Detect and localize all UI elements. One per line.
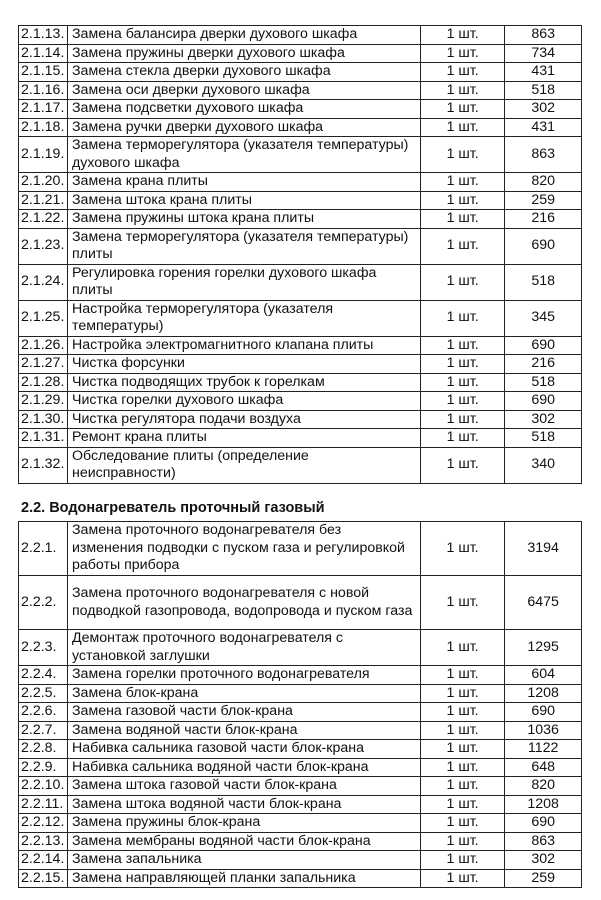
item-number: 2.2.4. (19, 666, 68, 685)
item-price: 259 (505, 191, 582, 210)
item-unit: 1 шт. (420, 63, 505, 82)
item-unit: 1 шт. (420, 447, 505, 483)
item-name: Замена стекла дверки духового шкафа (67, 63, 420, 82)
item-name: Замена оси дверки духового шкафа (67, 81, 420, 100)
item-price: 1122 (505, 740, 582, 759)
item-name: Замена ручки дверки духового шкафа (67, 118, 420, 137)
item-unit: 1 шт. (420, 410, 505, 429)
item-number: 2.2.2. (19, 576, 68, 630)
item-unit: 1 шт. (420, 191, 505, 210)
table-row (19, 173, 582, 192)
item-unit: 1 шт. (420, 740, 505, 759)
item-number: 2.1.27. (19, 355, 68, 374)
item-number: 2.1.28. (19, 373, 68, 392)
item-price: 302 (505, 100, 582, 119)
item-number: 2.1.14. (19, 44, 68, 63)
item-price: 3194 (505, 522, 582, 576)
item-price: 518 (505, 81, 582, 100)
item-unit: 1 шт. (420, 118, 505, 137)
item-unit: 1 шт. (420, 81, 505, 100)
item-price: 1208 (505, 684, 582, 703)
item-number: 2.1.21. (19, 191, 68, 210)
item-price: 518 (505, 429, 582, 448)
item-number: 2.2.14. (19, 851, 68, 870)
item-number: 2.1.13. (19, 26, 68, 45)
item-name: Настройка терморегулятора (указателя температуры) (67, 300, 420, 336)
item-unit: 1 шт. (420, 429, 505, 448)
table-row (19, 228, 582, 264)
item-name: Замена проточного водонагревателя без изменения подводки с пуском газа и регулировкой работы прибора (67, 522, 420, 576)
item-number: 2.1.22. (19, 210, 68, 229)
item-number: 2.1.31. (19, 429, 68, 448)
item-number: 2.2.7. (19, 721, 68, 740)
item-number: 2.1.25. (19, 300, 68, 336)
item-name: Замена запальника (67, 851, 420, 870)
table-row (19, 137, 582, 173)
item-name: Замена мембраны водяной части блок-крана (67, 832, 420, 851)
item-unit: 1 шт. (420, 355, 505, 374)
item-price: 734 (505, 44, 582, 63)
item-name: Набивка сальника газовой части блок-крана (67, 740, 420, 759)
item-number: 2.1.20. (19, 173, 68, 192)
item-unit: 1 шт. (420, 684, 505, 703)
table-row (19, 118, 582, 137)
item-unit: 1 шт. (420, 373, 505, 392)
item-number: 2.2.6. (19, 703, 68, 722)
item-number: 2.1.24. (19, 264, 68, 300)
item-name: Замена пружины блок-крана (67, 814, 420, 833)
item-price: 690 (505, 814, 582, 833)
table-row (19, 100, 582, 119)
item-price: 690 (505, 228, 582, 264)
table-row (19, 851, 582, 870)
item-number: 2.1.29. (19, 392, 68, 411)
item-name: Замена направляющей планки запальника (67, 869, 420, 888)
item-unit: 1 шт. (420, 795, 505, 814)
item-unit: 1 шт. (420, 137, 505, 173)
item-price: 690 (505, 392, 582, 411)
item-number: 2.2.3. (19, 630, 68, 666)
item-name: Чистка регулятора подачи воздуха (67, 410, 420, 429)
item-unit: 1 шт. (420, 666, 505, 685)
item-price: 1295 (505, 630, 582, 666)
item-name: Замена блок-крана (67, 684, 420, 703)
item-price: 648 (505, 758, 582, 777)
table-row (19, 63, 582, 82)
item-number: 2.2.9. (19, 758, 68, 777)
item-unit: 1 шт. (420, 832, 505, 851)
item-name: Регулировка горения горелки духового шкафа плиты (67, 264, 420, 300)
item-unit: 1 шт. (420, 26, 505, 45)
item-unit: 1 шт. (420, 630, 505, 666)
item-name: Набивка сальника водяной части блок-крана (67, 758, 420, 777)
item-name: Замена штока крана плиты (67, 191, 420, 210)
item-price: 302 (505, 851, 582, 870)
item-unit: 1 шт. (420, 228, 505, 264)
item-unit: 1 шт. (420, 703, 505, 722)
table-row (19, 576, 582, 630)
item-name: Настройка электромагнитного клапана плиты (67, 336, 420, 355)
item-price: 6475 (505, 576, 582, 630)
item-name: Замена пружины штока крана плиты (67, 210, 420, 229)
table-row (19, 410, 582, 429)
table-row (19, 373, 582, 392)
section-heading: 2.2. Водонагреватель проточный газовый (21, 500, 325, 516)
item-price: 259 (505, 869, 582, 888)
item-price: 518 (505, 264, 582, 300)
item-price: 690 (505, 703, 582, 722)
table-row (19, 758, 582, 777)
table-row (19, 777, 582, 796)
table-row (19, 264, 582, 300)
item-price: 518 (505, 373, 582, 392)
item-name: Замена штока водяной части блок-крана (67, 795, 420, 814)
item-unit: 1 шт. (420, 336, 505, 355)
item-unit: 1 шт. (420, 392, 505, 411)
item-name: Демонтаж проточного водонагревателя с установкой заглушки (67, 630, 420, 666)
item-number: 2.1.19. (19, 137, 68, 173)
item-name: Обследование плиты (определение неисправности) (67, 447, 420, 483)
item-price: 820 (505, 173, 582, 192)
table-row (19, 814, 582, 833)
item-price: 1208 (505, 795, 582, 814)
item-name: Замена водяной части блок-крана (67, 721, 420, 740)
item-price: 345 (505, 300, 582, 336)
table-row (19, 522, 582, 576)
table-row (19, 300, 582, 336)
item-unit: 1 шт. (420, 721, 505, 740)
item-number: 2.1.15. (19, 63, 68, 82)
item-number: 2.1.26. (19, 336, 68, 355)
table-row (19, 210, 582, 229)
item-number: 2.1.32. (19, 447, 68, 483)
item-unit: 1 шт. (420, 173, 505, 192)
item-unit: 1 шт. (420, 814, 505, 833)
item-number: 2.1.16. (19, 81, 68, 100)
price-table-2-2 (18, 521, 582, 888)
item-number: 2.2.8. (19, 740, 68, 759)
table-row (19, 684, 582, 703)
item-name: Чистка форсунки (67, 355, 420, 374)
item-unit: 1 шт. (420, 264, 505, 300)
item-unit: 1 шт. (420, 210, 505, 229)
item-number: 2.1.18. (19, 118, 68, 137)
item-number: 2.1.17. (19, 100, 68, 119)
item-price: 431 (505, 118, 582, 137)
item-unit: 1 шт. (420, 44, 505, 63)
item-name: Замена проточного водонагревателя с новой подводкой газопровода, водопровода и пуском газа (67, 576, 420, 630)
item-number: 2.2.5. (19, 684, 68, 703)
table-row (19, 795, 582, 814)
item-unit: 1 шт. (420, 758, 505, 777)
item-number: 2.2.10. (19, 777, 68, 796)
item-unit: 1 шт. (420, 777, 505, 796)
item-price: 604 (505, 666, 582, 685)
item-name: Чистка горелки духового шкафа (67, 392, 420, 411)
item-price: 340 (505, 447, 582, 483)
item-name: Замена штока газовой части блок-крана (67, 777, 420, 796)
table-row (19, 191, 582, 210)
item-unit: 1 шт. (420, 851, 505, 870)
item-number: 2.2.13. (19, 832, 68, 851)
item-price: 216 (505, 355, 582, 374)
item-price: 302 (505, 410, 582, 429)
item-name: Замена горелки проточного водонагревателя (67, 666, 420, 685)
item-number: 2.2.12. (19, 814, 68, 833)
table-row (19, 26, 582, 45)
table-row (19, 429, 582, 448)
item-price: 431 (505, 63, 582, 82)
table-row (19, 869, 582, 888)
item-name: Замена терморегулятора (указателя температуры) духового шкафа (67, 137, 420, 173)
item-price: 216 (505, 210, 582, 229)
table-row (19, 447, 582, 483)
item-price: 820 (505, 777, 582, 796)
item-number: 2.2.1. (19, 522, 68, 576)
item-name: Ремонт крана плиты (67, 429, 420, 448)
item-price: 690 (505, 336, 582, 355)
item-unit: 1 шт. (420, 522, 505, 576)
item-name: Замена подсветки духового шкафа (67, 100, 420, 119)
item-unit: 1 шт. (420, 100, 505, 119)
item-name: Замена крана плиты (67, 173, 420, 192)
table-row (19, 392, 582, 411)
item-number: 2.2.11. (19, 795, 68, 814)
item-unit: 1 шт. (420, 300, 505, 336)
table-row (19, 355, 582, 374)
table-row (19, 740, 582, 759)
table-row (19, 81, 582, 100)
item-name: Чистка подводящих трубок к горелкам (67, 373, 420, 392)
table-row (19, 630, 582, 666)
item-name: Замена терморегулятора (указателя температуры) плиты (67, 228, 420, 264)
item-number: 2.1.23. (19, 228, 68, 264)
item-number: 2.2.15. (19, 869, 68, 888)
item-name: Замена балансира дверки духового шкафа (67, 26, 420, 45)
item-unit: 1 шт. (420, 869, 505, 888)
item-price: 863 (505, 26, 582, 45)
item-name: Замена газовой части блок-крана (67, 703, 420, 722)
table-row (19, 721, 582, 740)
table-row (19, 44, 582, 63)
item-price: 863 (505, 137, 582, 173)
table-row (19, 336, 582, 355)
price-table-2-1 (18, 25, 582, 484)
table-row (19, 832, 582, 851)
item-name: Замена пружины дверки духового шкафа (67, 44, 420, 63)
item-unit: 1 шт. (420, 576, 505, 630)
item-price: 863 (505, 832, 582, 851)
table-row (19, 666, 582, 685)
item-number: 2.1.30. (19, 410, 68, 429)
item-price: 1036 (505, 721, 582, 740)
table-row (19, 703, 582, 722)
